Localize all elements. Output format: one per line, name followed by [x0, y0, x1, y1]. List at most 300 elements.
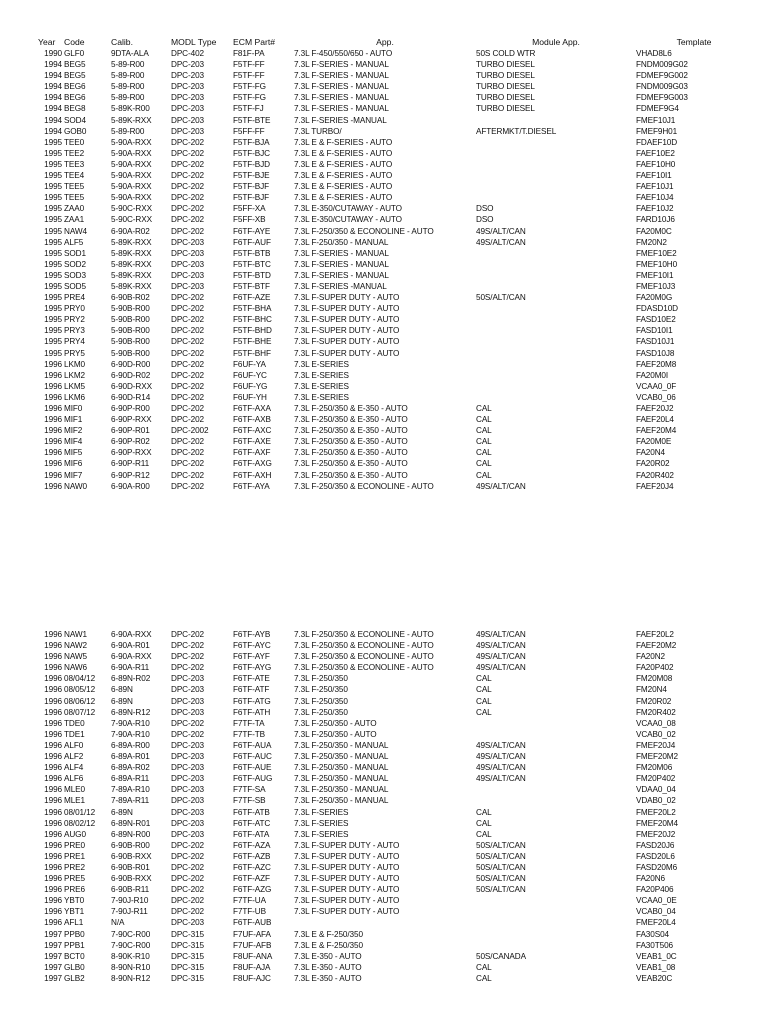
cell-calib: 6-90A-R01 — [111, 641, 150, 651]
cell-year: 1996 — [44, 663, 62, 673]
cell-modl-type: DPC-203 — [171, 60, 204, 70]
cell-app: 7.3L F-250/350 - MANUAL — [294, 774, 389, 784]
cell-module-app: AFTERMKT/T.DIESEL — [476, 126, 557, 136]
cell-module-app: CAL — [476, 807, 492, 817]
cell-calib: 6-90B-RXX — [111, 874, 152, 884]
header-module-app: Module App. — [532, 37, 580, 47]
cell-year: 1996 — [44, 641, 62, 651]
cell-year: 1996 — [44, 370, 62, 380]
cell-year: 1995 — [44, 171, 62, 181]
table-row — [38, 303, 752, 314]
cell-ecm-part: F6TF-ATA — [233, 829, 270, 839]
cell-code: PRE1 — [64, 851, 85, 861]
header-row — [38, 37, 752, 48]
cell-modl-type: DPC-315 — [171, 929, 204, 939]
cell-year: 1996 — [44, 763, 62, 773]
table-row — [38, 795, 752, 806]
cell-modl-type: DPC-203 — [171, 281, 204, 291]
cell-modl-type: DPC-203 — [171, 82, 204, 92]
cell-app: 7.3L E & F-SERIES - AUTO — [294, 182, 393, 192]
cell-template: FAEF20M8 — [636, 359, 677, 369]
cell-modl-type: DPC-203 — [171, 685, 204, 695]
cell-ecm-part: F6TF-AZF — [233, 874, 270, 884]
cell-code: NAW1 — [64, 630, 87, 639]
table-row — [38, 629, 752, 640]
cell-ecm-part: F5TF-BJF — [233, 182, 270, 192]
cell-app: 7.3L E-350 - AUTO — [294, 973, 362, 983]
cell-ecm-part: F5TF-FF — [233, 60, 265, 70]
cell-module-app — [476, 381, 636, 392]
cell-module-app: CAL — [476, 829, 492, 839]
cell-template: FA20P406 — [636, 885, 674, 895]
cell-module-app — [476, 895, 636, 906]
cell-app: 7.3L F-250/350 — [294, 696, 348, 706]
cell-module-app: 49S/ALT/CAN — [476, 752, 526, 762]
table-row — [38, 840, 752, 851]
cell-ecm-part: F7TF-TA — [233, 718, 265, 728]
cell-modl-type: DPC-202 — [171, 392, 204, 402]
cell-module-app: 50S/ALT/CAN — [476, 874, 526, 884]
cell-code: PRE0 — [64, 840, 85, 850]
cell-template: VEAB1_08 — [636, 962, 676, 972]
cell-ecm-part: F6TF-AUB — [233, 918, 272, 928]
cell-code: MIF4 — [64, 437, 83, 447]
table-row — [38, 115, 752, 126]
cell-app: 7.3L F-250/350 - MANUAL — [294, 763, 389, 773]
cell-year: 1995 — [44, 259, 62, 269]
cell-ecm-part: F6TF-ATH — [233, 707, 271, 717]
table-row — [38, 92, 752, 103]
cell-module-app: CAL — [476, 707, 492, 717]
cell-app — [294, 917, 476, 928]
cell-module-app — [476, 259, 636, 270]
cell-ecm-part: F5TF-BHE — [233, 337, 272, 347]
cell-calib: 5-89-R00 — [111, 126, 145, 136]
cell-template: FAEF10J4 — [636, 193, 674, 203]
table-row — [38, 148, 752, 159]
cell-modl-type: DPC-203 — [171, 259, 204, 269]
cell-modl-type: DPC-203 — [171, 807, 204, 817]
cell-module-app: 49S/ALT/CAN — [476, 763, 526, 773]
cell-template: FA30S04 — [636, 929, 669, 939]
cell-app: 7.3L F-250/350 - MANUAL — [294, 237, 389, 247]
cell-year: 1994 — [44, 82, 62, 92]
cell-ecm-part: F5TF-BJD — [233, 159, 270, 169]
cell-code: 08/07/12 — [64, 707, 96, 717]
cell-code: ZAA1 — [64, 215, 85, 225]
cell-code: TEE4 — [64, 171, 85, 181]
cell-year: 1995 — [44, 237, 62, 247]
cell-module-app — [476, 795, 636, 806]
cell-calib: 6-89A-R11 — [111, 774, 150, 784]
cell-year: 1996 — [44, 381, 62, 391]
cell-modl-type: DPC-202 — [171, 652, 204, 662]
cell-app: 7.3L F-SUPER DUTY - AUTO — [294, 348, 400, 358]
cell-template: FA20R402 — [636, 470, 674, 480]
cell-year: 1995 — [44, 204, 62, 214]
cell-year: 1996 — [44, 481, 62, 491]
cell-app: 7.3L E & F-SERIES - AUTO — [294, 159, 393, 169]
cell-template: FA20N4 — [636, 448, 665, 458]
cell-code: MIF1 — [64, 415, 83, 425]
cell-code: SOD5 — [64, 281, 86, 291]
cell-modl-type: DPC-202 — [171, 315, 204, 325]
cell-module-app: CAL — [476, 426, 492, 436]
cell-calib: 5-90B-R00 — [111, 304, 150, 314]
cell-module-app — [476, 281, 636, 292]
table-row — [38, 70, 752, 81]
cell-template: FA20N2 — [636, 652, 665, 662]
table-row — [38, 696, 752, 707]
cell-module-app — [476, 270, 636, 281]
cell-module-app — [476, 248, 636, 259]
header-year: Year — [38, 37, 56, 47]
cell-year: 1996 — [44, 896, 62, 906]
cell-ecm-part: F6TF-AUG — [233, 774, 273, 784]
cell-calib: 6-90A-RXX — [111, 630, 152, 639]
cell-modl-type: DPC-203 — [171, 740, 204, 750]
cell-year: 1996 — [44, 392, 62, 402]
cell-modl-type: DPC-202 — [171, 304, 204, 314]
cell-calib: 6-90B-R11 — [111, 885, 150, 895]
cell-modl-type: DPC-202 — [171, 226, 204, 236]
cell-module-app: CAL — [476, 674, 492, 684]
cell-year: 1995 — [44, 337, 62, 347]
cell-module-app: CAL — [476, 404, 492, 413]
table-row — [38, 270, 752, 281]
table-row — [38, 951, 752, 962]
cell-calib: 6-89A-R01 — [111, 752, 150, 762]
table-row — [38, 103, 752, 114]
cell-template: FDMEF9G003 — [636, 93, 688, 103]
cell-template: FA20R02 — [636, 459, 670, 469]
cell-app: 7.3L F-250/350 - MANUAL — [294, 740, 389, 750]
cell-code: PRE4 — [64, 293, 85, 303]
cell-modl-type: DPC-203 — [171, 71, 204, 81]
cell-modl-type: DPC-203 — [171, 696, 204, 706]
cell-app: 7.3L F-250/350 & E-350 - AUTO — [294, 437, 408, 447]
cell-template: FAEF20L4 — [636, 415, 674, 425]
cell-year: 1996 — [44, 862, 62, 872]
cell-ecm-part: F5TF-FG — [233, 82, 266, 92]
table-row — [38, 248, 752, 259]
cell-modl-type: DPC-202 — [171, 348, 204, 358]
table-row — [38, 348, 752, 359]
cell-calib: 6-90A-R02 — [111, 226, 150, 236]
cell-template: FAEF20L2 — [636, 630, 674, 639]
cell-module-app: 50S/ALT/CAN — [476, 840, 526, 850]
cell-modl-type: DPC-202 — [171, 137, 204, 147]
cell-calib: 5-89K-RXX — [111, 270, 152, 280]
cell-app: 7.3L E & F-SERIES - AUTO — [294, 193, 393, 203]
cell-modl-type: DPC-202 — [171, 459, 204, 469]
cell-modl-type: DPC-203 — [171, 774, 204, 784]
cell-template: FM20R402 — [636, 707, 676, 717]
cell-year: 1996 — [44, 729, 62, 739]
header-app: App. — [376, 37, 394, 47]
cell-ecm-part: F5FF-XA — [233, 204, 266, 214]
cell-year: 1996 — [44, 459, 62, 469]
cell-modl-type: DPC-202 — [171, 359, 204, 369]
table-row — [38, 137, 752, 148]
cell-modl-type: DPC-202 — [171, 840, 204, 850]
cell-code: TEE5 — [64, 193, 85, 203]
cell-calib: 7-90J-R11 — [111, 907, 148, 917]
table-row — [38, 873, 752, 884]
cell-module-app — [476, 906, 636, 917]
cell-year: 1995 — [44, 326, 62, 336]
table-row — [38, 718, 752, 729]
cell-module-app: CAL — [476, 962, 492, 972]
table-row — [38, 226, 752, 237]
cell-code: ALF0 — [64, 740, 84, 750]
cell-calib: 5-90A-RXX — [111, 148, 152, 158]
cell-app: 7.3L F-SUPER DUTY - AUTO — [294, 851, 400, 861]
cell-app: 7.3L E-350/CUTAWAY - AUTO — [294, 204, 402, 214]
cell-ecm-part: F6TF-AZE — [233, 293, 271, 303]
cell-ecm-part: F8UF-AJC — [233, 973, 271, 983]
cell-calib: 8-90N-R10 — [111, 962, 151, 972]
table-row — [38, 81, 752, 92]
cell-ecm-part: F5FF-XB — [233, 215, 266, 225]
cell-calib: 6-90B-R02 — [111, 293, 150, 303]
cell-ecm-part: F7UF-AFB — [233, 940, 272, 950]
table-row — [38, 773, 752, 784]
cell-ecm-part: F5TF-BHF — [233, 348, 271, 358]
cell-modl-type: DPC-202 — [171, 204, 204, 214]
cell-template: FMEF10H0 — [636, 259, 678, 269]
cell-calib: 5-90A-RXX — [111, 182, 152, 192]
table-row — [38, 818, 752, 829]
table-row — [38, 192, 752, 203]
cell-calib: 6-89N — [111, 685, 133, 695]
cell-ecm-part: F5TF-BHC — [233, 315, 272, 325]
cell-modl-type: DPC-202 — [171, 159, 204, 169]
cell-app: 7.3L E-350/CUTAWAY - AUTO — [294, 215, 402, 225]
table-row — [38, 729, 752, 740]
cell-app: 7.3L F-250/350 - MANUAL — [294, 785, 389, 795]
cell-code: MIF5 — [64, 448, 83, 458]
cell-ecm-part: F6TF-AYC — [233, 641, 271, 651]
table-body-bottom — [38, 629, 752, 984]
cell-year: 1996 — [44, 652, 62, 662]
cell-year: 1995 — [44, 281, 62, 291]
cell-code: AFL1 — [64, 918, 84, 928]
cell-calib: 5-90A-RXX — [111, 193, 152, 203]
table-row — [38, 425, 752, 436]
cell-year: 1997 — [44, 940, 62, 950]
cell-ecm-part: F7TF-UA — [233, 896, 266, 906]
cell-code: GLF0 — [64, 49, 85, 58]
cell-modl-type: DPC-202 — [171, 641, 204, 651]
cell-module-app: DSO — [476, 215, 494, 225]
cell-template: FASD10J1 — [636, 337, 675, 347]
cell-template: FMEF20L4 — [636, 918, 676, 928]
cell-code: PRY0 — [64, 304, 85, 314]
ecm-table-bottom — [38, 629, 752, 984]
table-row — [38, 214, 752, 225]
cell-modl-type: DPC-315 — [171, 962, 204, 972]
cell-year: 1996 — [44, 404, 62, 413]
cell-ecm-part: F5TF-BTB — [233, 248, 271, 258]
cell-year: 1995 — [44, 293, 62, 303]
cell-module-app: 49S/ALT/CAN — [476, 641, 526, 651]
cell-ecm-part: F6TF-AUF — [233, 237, 271, 247]
cell-code: TEE2 — [64, 148, 85, 158]
cell-app: 7.3L F-SERIES - MANUAL — [294, 259, 389, 269]
cell-ecm-part: F6TF-AXC — [233, 426, 272, 436]
cell-template: FMEF20J2 — [636, 829, 676, 839]
cell-calib: 5-89K-RXX — [111, 259, 152, 269]
cell-code: 08/04/12 — [64, 674, 96, 684]
cell-code: PRY4 — [64, 337, 85, 347]
cell-calib: 5-89K-RXX — [111, 248, 152, 258]
cell-calib: 6-90D-R14 — [111, 392, 151, 402]
cell-year: 1996 — [44, 796, 62, 806]
cell-ecm-part: F6TF-ATE — [233, 674, 270, 684]
cell-template: FM20R02 — [636, 696, 672, 706]
cell-template: FASD20L6 — [636, 851, 675, 861]
cell-ecm-part: F5TF-BTD — [233, 270, 271, 280]
cell-ecm-part: F6UF-YH — [233, 392, 267, 402]
cell-calib: 5-90B-R00 — [111, 348, 150, 358]
cell-calib: 8-90N-R12 — [111, 973, 151, 983]
cell-modl-type: DPC-202 — [171, 851, 204, 861]
cell-app: 7.3L F-SUPER DUTY - AUTO — [294, 896, 400, 906]
cell-ecm-part: F6TF-AUE — [233, 763, 272, 773]
cell-module-app: 50S/ALT/CAN — [476, 851, 526, 861]
cell-calib: 6-90D-R00 — [111, 359, 151, 369]
cell-code: AUG0 — [64, 829, 86, 839]
cell-modl-type: DPC-202 — [171, 437, 204, 447]
cell-module-app: 50S COLD WTR — [476, 49, 536, 58]
table-row — [38, 906, 752, 917]
cell-calib: 6-90P-RXX — [111, 448, 152, 458]
cell-app: 7.3L F-250/350 & E-350 - AUTO — [294, 459, 408, 469]
cell-template: FNDM009G03 — [636, 82, 688, 92]
cell-calib: 7-89A-R10 — [111, 785, 150, 795]
cell-calib: 5-90B-R00 — [111, 315, 150, 325]
cell-app: 7.3L F-250/350 & ECONOLINE - AUTO — [294, 481, 434, 491]
cell-template: FA20N6 — [636, 874, 665, 884]
cell-modl-type: DPC-203 — [171, 829, 204, 839]
cell-app: 7.3L F-250/350 & ECONOLINE - AUTO — [294, 663, 434, 673]
cell-year: 1995 — [44, 304, 62, 314]
cell-modl-type: DPC-203 — [171, 237, 204, 247]
cell-year: 1996 — [44, 774, 62, 784]
cell-template: FMEF10J1 — [636, 115, 676, 125]
cell-template: FA20M0E — [636, 437, 672, 447]
cell-app: 7.3L E & F-250/350 — [294, 929, 363, 939]
cell-ecm-part: F6UF-YG — [233, 381, 268, 391]
cell-app: 7.3L F-250/350 & E-350 - AUTO — [294, 415, 408, 425]
cell-year: 1995 — [44, 193, 62, 203]
table-row — [38, 751, 752, 762]
cell-year: 1996 — [44, 785, 62, 795]
cell-modl-type: DPC-202 — [171, 885, 204, 895]
cell-calib: 5-89-R00 — [111, 93, 145, 103]
table-row — [38, 370, 752, 381]
table-row — [38, 381, 752, 392]
cell-calib: 5-90B-R00 — [111, 326, 150, 336]
cell-app: 7.3L F-SERIES — [294, 829, 349, 839]
cell-template: FAEF10I1 — [636, 171, 672, 181]
cell-modl-type: DPC-202 — [171, 862, 204, 872]
cell-module-app — [476, 170, 636, 181]
cell-ecm-part: F5TF-BTF — [233, 281, 270, 291]
cell-year: 1996 — [44, 707, 62, 717]
header-ecm-part: ECM Part# — [233, 37, 276, 47]
cell-app: 7.3L F-250/350 & ECONOLINE - AUTO — [294, 641, 434, 651]
table-row — [38, 237, 752, 248]
cell-code: BEG8 — [64, 104, 86, 114]
cell-template: FDAEF10D — [636, 137, 678, 147]
cell-ecm-part: F5TF-BJC — [233, 148, 270, 158]
cell-ecm-part: F5TF-BJE — [233, 171, 270, 181]
cell-template: FASD10J8 — [636, 348, 675, 358]
cell-template: VCAB0_02 — [636, 729, 676, 739]
cell-modl-type: DPC-202 — [171, 907, 204, 917]
cell-calib: 6-90D-R02 — [111, 370, 151, 380]
cell-module-app: TURBO DIESEL — [476, 93, 535, 103]
cell-code: GLB0 — [64, 962, 85, 972]
cell-year: 1996 — [44, 437, 62, 447]
header-template: Template — [676, 37, 712, 47]
cell-template: FAEF20J2 — [636, 404, 674, 413]
cell-calib: 5-90A-RXX — [111, 171, 152, 181]
cell-modl-type: DPC-315 — [171, 940, 204, 950]
cell-module-app: CAL — [476, 437, 492, 447]
cell-app: 7.3L E-SERIES — [294, 381, 349, 391]
cell-ecm-part: F6TF-ATC — [233, 818, 271, 828]
cell-ecm-part: F8UF-ANA — [233, 951, 273, 961]
table-row — [38, 325, 752, 336]
cell-app: 7.3L F-SUPER DUTY - AUTO — [294, 874, 400, 884]
table-row — [38, 640, 752, 651]
table-row — [38, 684, 752, 695]
cell-app: 7.3L F-SUPER DUTY - AUTO — [294, 840, 400, 850]
cell-app: 7.3L F-SUPER DUTY - AUTO — [294, 304, 400, 314]
cell-code: 08/02/12 — [64, 818, 96, 828]
cell-code: NAW2 — [64, 641, 87, 651]
cell-module-app: CAL — [476, 685, 492, 695]
cell-template: FAEF10E2 — [636, 148, 675, 158]
cell-template: VEAB20C — [636, 973, 673, 983]
cell-app: 7.3L F-250/350 - MANUAL — [294, 752, 389, 762]
cell-modl-type: DPC-203 — [171, 752, 204, 762]
cell-module-app — [476, 784, 636, 795]
cell-year: 1994 — [44, 126, 62, 136]
cell-module-app: 49S/ALT/CAN — [476, 630, 526, 639]
cell-year: 1996 — [44, 918, 62, 928]
cell-template: FMEF9H01 — [636, 126, 678, 136]
cell-code: LKM0 — [64, 359, 85, 369]
cell-calib: 5-89K-RXX — [111, 237, 152, 247]
cell-year: 1997 — [44, 973, 62, 983]
cell-code: MLE1 — [64, 796, 85, 806]
cell-module-app: 49S/ALT/CAN — [476, 481, 526, 491]
table-row — [38, 481, 752, 492]
cell-template: FASD10E2 — [636, 315, 676, 325]
header-code: Code — [64, 37, 85, 47]
cell-year: 1996 — [44, 696, 62, 706]
cell-ecm-part: F7TF-TB — [233, 729, 266, 739]
cell-app: 7.3L F-SUPER DUTY - AUTO — [294, 337, 400, 347]
cell-year: 1995 — [44, 137, 62, 147]
cell-template: FA20M0G — [636, 293, 673, 303]
cell-ecm-part: F6TF-AYF — [233, 652, 270, 662]
table-row — [38, 447, 752, 458]
